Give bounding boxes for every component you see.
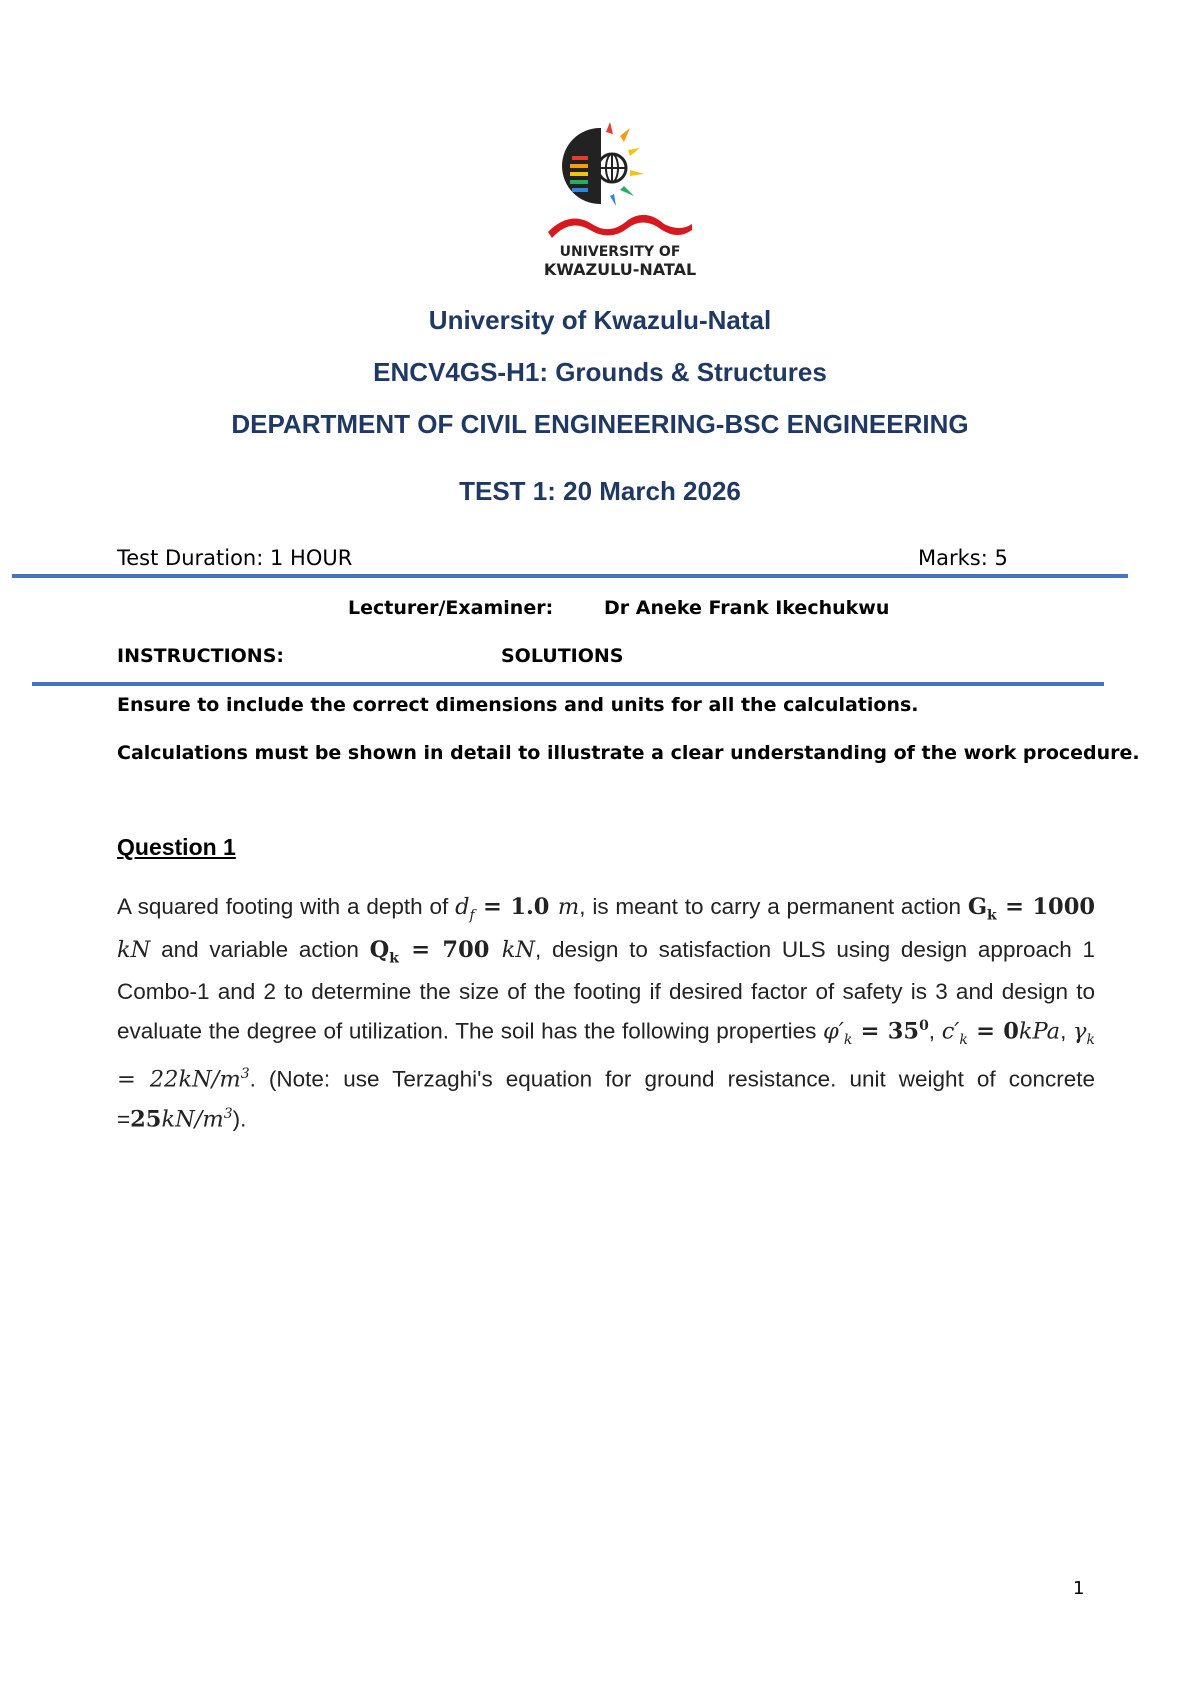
instructions-label: INSTRUCTIONS: [117,645,284,667]
math-value: = 35 [852,1018,920,1045]
math-sub: k [1086,1032,1095,1048]
math-value: = 1.0 [474,894,558,920]
top-divider [12,574,1128,578]
marks: Marks: 5 [918,546,1008,570]
university-title: University of Kwazulu-Natal [428,305,772,335]
bottom-divider [32,682,1104,686]
math-unit: m [557,894,580,920]
ukzn-crest-icon [540,120,700,280]
math-unit: kN/m [161,1106,224,1132]
math-var: d [455,894,470,920]
math-unit: kN/m [178,1066,241,1093]
lecturer-label: Lecturer/Examiner: [348,597,554,619]
math-sub: k [843,1032,853,1048]
test-duration: Test Duration: 1 HOUR [117,546,353,570]
instruction-line: Calculations must be shown in detail to illustrate a clear understanding of the work procedure. [117,742,1140,764]
math-sup: 3 [240,1066,250,1082]
question-text: A squared footing with a depth of [117,894,456,919]
question-body [117,890,1095,1136]
math-sup: 0 [919,1018,929,1034]
math-value: = 0 [967,1018,1019,1045]
math-unit: kN [117,936,151,963]
math-value: = 22 [117,1066,179,1093]
page-number: 1 [1073,1578,1085,1599]
math-sup: 3 [223,1105,233,1122]
math-sub: k [959,1032,968,1048]
math-value: 25 [130,1106,162,1132]
university-logo [540,120,700,280]
logo-line2: KWAZULU-NATAL [543,260,697,279]
lecturer-name: Dr Aneke Frank Ikechukwu [604,597,890,619]
question-text: . (Note: use Terzaghi's equation for ground resistance. unit weight of concrete = [117,1066,1095,1131]
course-title: ENCV4GS-H1: Grounds & Structures [373,357,827,387]
math-var: G [967,894,988,920]
math-unit: kPa [1018,1018,1061,1045]
math-sub: f [469,907,475,924]
instruction-line: Ensure to include the correct dimensions and units for all the calculations. [117,694,919,716]
instructions-value: SOLUTIONS [501,645,624,667]
test-title: TEST 1: 20 March 2026 [459,476,741,506]
math-sub: k [389,950,399,966]
question-text: , is meant to carry a permanent action [579,894,968,919]
math-value: = 1000 [996,894,1096,920]
math-value: = 700 [398,936,502,963]
question-text: and variable action [150,936,370,962]
question-text: , [1060,1018,1074,1044]
logo-line1: UNIVERSITY OF [559,244,681,260]
question-text: ). [232,1106,247,1131]
math-var: Q [369,936,390,963]
question-text: , design to satisfaction ULS using design approach 1 Combo-1 and 2 to determine the size of the footing if desired factor of safety is 3 and design to evaluate the degree of utilization. The soil has the following properties [117,936,1095,1044]
question-text: , [928,1018,942,1044]
math-var: γ [1073,1018,1087,1045]
department-title: DEPARTMENT OF CIVIL ENGINEERING-BSC ENGINEERING [231,409,969,439]
math-var: c′ [941,1018,960,1045]
math-sub: k [987,907,997,924]
question-title: Question 1 [117,834,236,860]
math-var: φ′ [823,1018,844,1045]
math-unit: kN [501,936,536,963]
